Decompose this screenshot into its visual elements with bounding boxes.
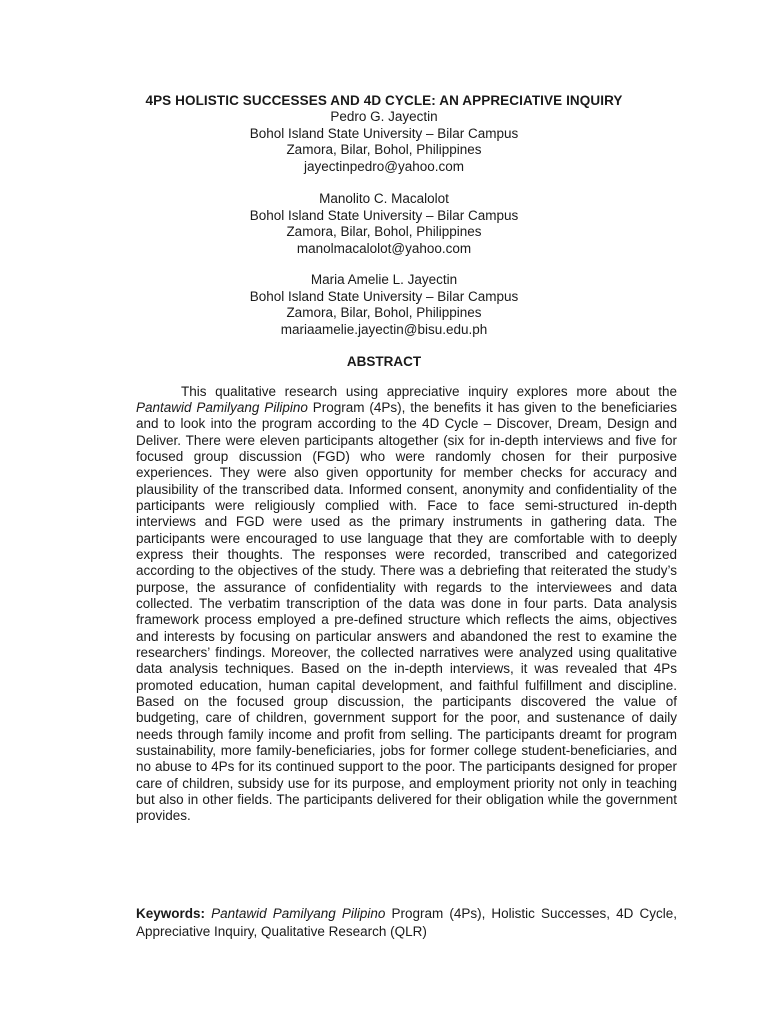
author-email: manolmacalolot@yahoo.com bbox=[296, 240, 472, 256]
program-name-italic: Pantawid Pamilyang Pilipino bbox=[136, 399, 308, 415]
keywords-list: Program (4Ps), Holistic Successes, 4D Cycle, Appreciative Inquiry, Qualitative Research (QLR) bbox=[136, 905, 677, 939]
author-block-3 bbox=[0, 272, 768, 338]
abstract-paragraph bbox=[136, 384, 677, 825]
paper-title: 4PS HOLISTIC SUCCESSES AND 4D CYCLE: AN APPRECIATIVE INQUIRY bbox=[145, 93, 623, 108]
author-address: Zamora, Bilar, Bohol, Philippines bbox=[286, 142, 482, 157]
author-name: Maria Amelie L. Jayectin bbox=[310, 272, 458, 287]
author-email: mariaamelie.jayectin@bisu.edu.ph bbox=[280, 321, 488, 337]
author-email: jayectinpedro@yahoo.com bbox=[303, 158, 465, 174]
keywords-label: Keywords: bbox=[136, 905, 206, 921]
abstract-intro: This qualitative research using appreciative inquiry explores more about the bbox=[181, 383, 677, 399]
abstract-body-text: Program (4Ps), the benefits it has given to the beneficiaries and to look into the program according to the 4D Cycle – Discover, Dream, Design and Deliver. There were eleven participants altogether (six for in-depth interviews and five for focused group discussion (FGD) who were randomly chosen for their purposive experiences. They were also given opportunity for member checks for accuracy and plausibility of the transcribed data. Informed consent, anonymity and confidentiality of the participants were religiously complied with. Face to face semi-structured in-depth interviews and FGD were used as the primary instruments in gathering data. The participants were encouraged to use language that they are comfortable with to deeply express their thoughts. The responses were recorded, transcribed and categorized according to the objectives of the study. There was a debriefing that reiterated the study’s purpose, the assurance of confidentiality with regards to the interviewees and data collected. The verbatim transcription of the data was done in four parts. Data analysis framework process employed a pre-defined structure which reflects the aims, objectives and interests by focusing on particular answers and abandoned the rest to examine the researchers’ findings. Moreover, the collected narratives were analyzed using qualitative data analysis techniques. Based on the in-depth interviews, it was revealed that 4Ps promoted education, human capital development, and faithful fulfillment and discipline. Based on the focused group discussion, the participants discovered the value of budgeting, care of children, government support for the poor, and sustenance of daily needs through family income and profit from selling. The participants dreamt for program sustainability, more family-beneficiaries, jobs for former college student-beneficiaries, and no abuse to 4Ps for its continued support to the poor. The participants designed for proper care of children, subsidy use for its purpose, and employment priority not only in teaching but also in other fields. The participants delivered for their obligation while the government provides. bbox=[136, 399, 677, 824]
author-address: Zamora, Bilar, Bohol, Philippines bbox=[286, 305, 482, 320]
abstract-heading: ABSTRACT bbox=[346, 354, 422, 369]
author-name: Pedro G. Jayectin bbox=[330, 109, 438, 124]
author-name: Manolito C. Macalolot bbox=[319, 191, 449, 206]
author-institution: Bohol Island State University – Bilar Campus bbox=[249, 125, 519, 141]
keywords-program-italic: Pantawid Pamilyang Pilipino bbox=[211, 905, 386, 921]
author-institution: Bohol Island State University – Bilar Campus bbox=[249, 288, 519, 304]
keywords-paragraph bbox=[136, 905, 677, 941]
author-block-2 bbox=[0, 191, 768, 257]
author-address: Zamora, Bilar, Bohol, Philippines bbox=[286, 224, 482, 239]
author-block-1 bbox=[0, 109, 768, 175]
author-institution: Bohol Island State University – Bilar Campus bbox=[249, 207, 519, 223]
